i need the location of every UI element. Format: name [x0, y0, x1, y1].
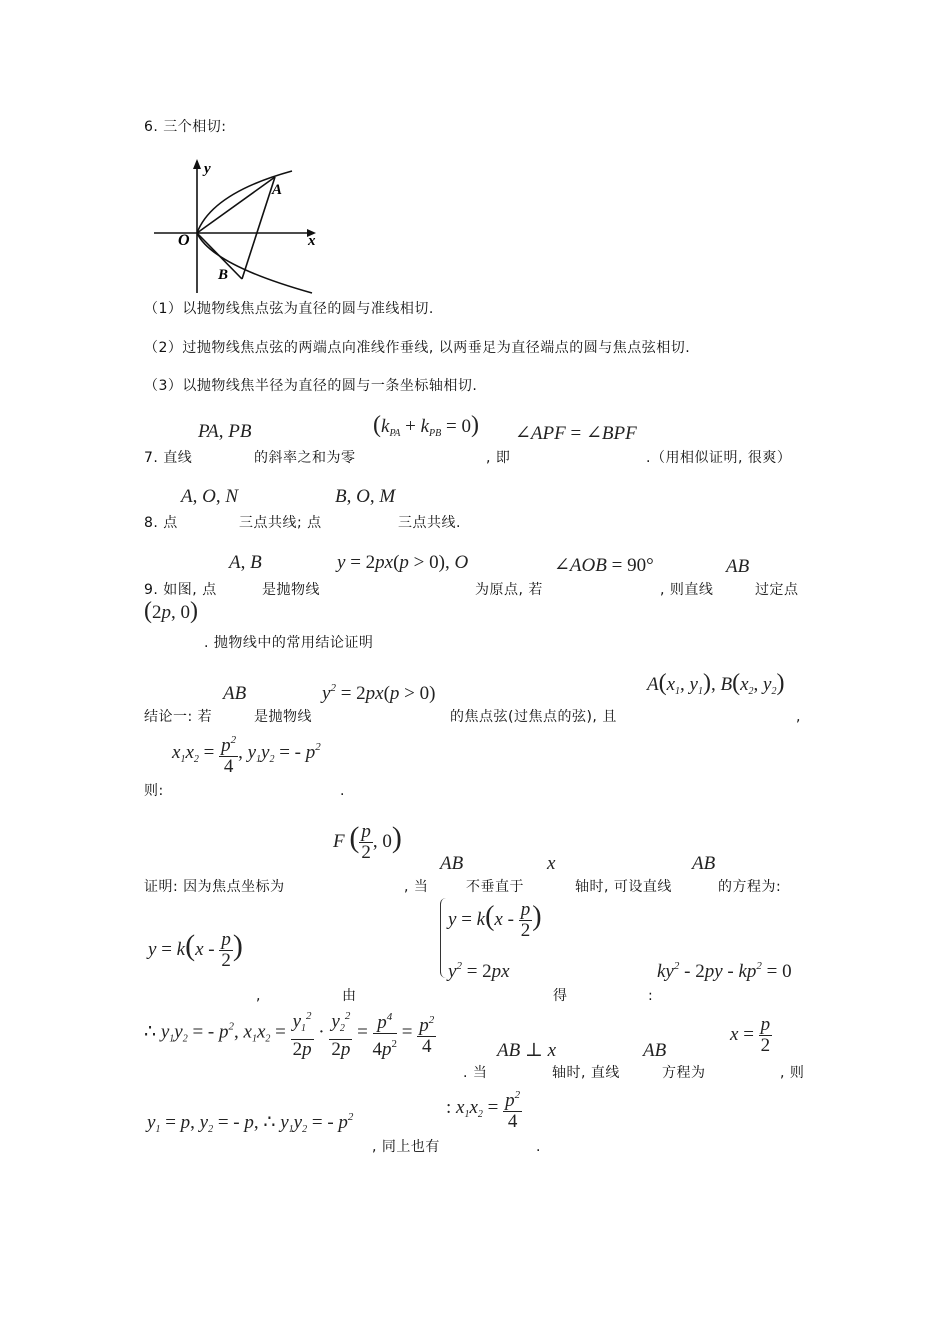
system-brace — [440, 898, 447, 978]
formula-ab-4: AB — [643, 1040, 667, 1061]
chord-ab — [242, 177, 275, 279]
item-7-b: 的斜率之和为零 — [254, 450, 356, 466]
proof-fcw: 方程为 — [662, 1065, 706, 1081]
fig-point-a: A — [272, 182, 283, 198]
formula-parabola-std: $y^2 = 2px(p > 0)$ — [322, 682, 436, 704]
item-7-c: , 即 — [486, 450, 511, 466]
formula-parabola: y = 2px(p > 0), O — [337, 552, 469, 573]
formula-ab-chord: AB — [223, 683, 247, 704]
line-oa — [197, 177, 275, 233]
item-8-b: 三点共线; 点 — [239, 515, 322, 531]
proof-zhou: 轴时, 直线 — [552, 1065, 620, 1081]
proof-end-dot: . — [536, 1139, 541, 1155]
formula-x1x2-again: : $x_1x_2$ = $\frac{p^2}{4}$ — [446, 1085, 522, 1132]
item-9-d: , 则直线 — [660, 582, 714, 598]
item-8-c: 三点共线. — [398, 515, 461, 531]
fig-y-label: y — [204, 161, 211, 177]
formula-line-eq: y = k(x - $\frac{p}{2}$ ) — [148, 928, 243, 971]
formula-aon: A, O, N — [181, 486, 239, 507]
formula-points-coords: $A(x_1$, $y_1$), $B(x_2$, $y_2$) — [647, 670, 785, 697]
formula-ab-points: A, B — [229, 552, 262, 573]
formula-fixed-point: (2p, 0) — [144, 598, 198, 624]
item-7-a: 7. 直线 — [144, 450, 193, 466]
formula-vertical-case: $y_1 = p$, $y_2$ = - p, ∴ $y_1y_2$ = - $p^2$ — [147, 1111, 354, 1135]
formula-ab-3: AB — [692, 853, 716, 874]
item-8-a: 8. 点 — [144, 515, 178, 531]
tangent-3: （3）以抛物线焦半径为直径的圆与一条坐标轴相切. — [144, 378, 478, 394]
item-9-c: 为原点, 若 — [475, 582, 543, 598]
fig-x-label: x — [308, 233, 316, 249]
proof-you: 由 — [342, 988, 357, 1004]
conclusion-a: 结论一: 若 — [144, 709, 213, 725]
formula-quadratic: $ky^2 - 2py - kp^2 = 0$ — [657, 960, 792, 982]
formula-angle-aob: ∠AOB = 90° — [554, 555, 654, 576]
proof-a: 证明: 因为焦点坐标为 — [144, 879, 285, 895]
formula-x-axis: x — [547, 853, 556, 874]
formula-focus: F ( $\frac{p}{2}$ , 0) — [333, 820, 402, 863]
formula-slope-sum: $(k_{PA} + k_{PB} = 0)$ — [373, 412, 479, 439]
formula-product-result: ∴ $y_1y_2$ = - $p^2$, $x_1x_2$ = $\frac{y_1^2}{2p}$ · $\frac{y_2^2}{2p}$ = $\frac{p^4}{4p^2}$ = $\frac{p^2}{4}$ — [144, 1006, 436, 1060]
proof-comma: , — [256, 988, 261, 1004]
formula-angle: ∠APF = ∠BPF — [515, 423, 637, 444]
tangent-1: （1）以抛物线焦点弦为直径的圆与准线相切. — [144, 301, 434, 317]
parabola-figure — [152, 155, 332, 295]
formula-x1x2-y1y2: $x_1x_2$ = $\frac{p^2}{4}$ , $y_1y_2$ = - $p^2$ — [172, 730, 321, 777]
proof-d: 轴时, 可设直线 — [575, 879, 672, 895]
formula-ab-perp-x: AB ⊥ x — [497, 1040, 557, 1061]
proof-c: 不垂直于 — [466, 879, 524, 895]
proof-colon: : — [648, 988, 654, 1004]
item-6: 6. 三个相切: — [144, 119, 227, 135]
proof-de: 得 — [553, 988, 568, 1004]
proof-e: 的方程为: — [718, 879, 782, 895]
then-dot: . — [340, 783, 345, 799]
conclusion-d: , — [796, 709, 801, 725]
tangent-2: （2）过抛物线焦点弦的两端点向准线作垂线, 以两垂足为直径端点的圆与焦点弦相切. — [144, 340, 691, 356]
item-9-e: 过定点 — [755, 582, 799, 598]
parabola-curve — [197, 171, 312, 293]
section-heading: . 抛物线中的常用结论证明 — [204, 635, 374, 651]
formula-ab-2: AB — [440, 853, 464, 874]
fig-point-b: B — [218, 267, 229, 283]
formula-bom: B, O, M — [335, 486, 396, 507]
formula-pa-pb: PA, PB — [198, 421, 252, 442]
proof-tong: , 同上也有 — [372, 1139, 440, 1155]
conclusion-b: 是抛物线 — [254, 709, 312, 725]
formula-system-1: y = k(x - $\frac{p}{2}$ ) — [448, 899, 542, 941]
conclusion-c: 的焦点弦(过焦点的弦), 且 — [450, 709, 617, 725]
then-label: 则: — [144, 783, 164, 799]
formula-ab-line: AB — [726, 556, 750, 577]
formula-system-2: $y^2 = 2px$ — [448, 960, 510, 982]
fig-origin-label: O — [178, 232, 190, 249]
proof-ze: , 则 — [780, 1065, 805, 1081]
proof-b: , 当 — [404, 879, 429, 895]
item-9-a: 9. 如图, 点 — [144, 582, 217, 598]
item-7-d: .（用相似证明, 很爽） — [646, 450, 792, 466]
proof-dang: . 当 — [463, 1065, 488, 1081]
formula-x-eq: x = $\frac{p}{2}$ — [730, 1014, 771, 1056]
item-9-b: 是抛物线 — [262, 582, 320, 598]
